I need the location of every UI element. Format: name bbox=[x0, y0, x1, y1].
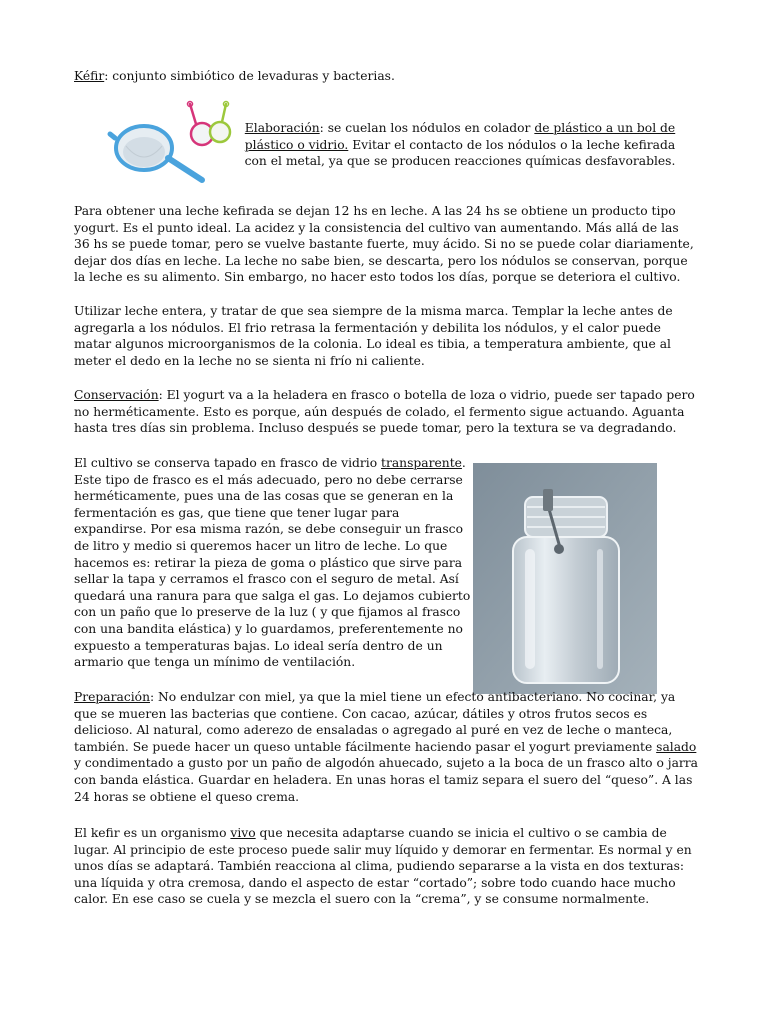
final-paragraph bbox=[74, 825, 696, 908]
cultivo-text2: . Este tipo de frasco es el más adecuado, pero no debe cerrarse herméticamente, pues una de las cosas que se generan en la fermentación es gas, que tiene que tener lugar para expandirse. Por esa misma razón, se debe conseguir un frasco de litro y medio si queremos hacer un litro de leche. Lo que hacemos es: retirar la pieza de goma o plástico que sirve para sellar la tapa y cerramos el frasco con el seguro de metal. Así quedará una ranura para que salga el gas. Lo dejamos cubierto con un paño que lo preserve de la luz ( y que fijamos al frasco con una bandita elástica) y lo guardamos, preferentemente no expuesto a temperaturas bajas. Lo ideal sería dentro de un armario que tenga un mínimo de ventilación. bbox=[74, 456, 471, 670]
final-underlined: vivo bbox=[230, 826, 256, 840]
jar-image bbox=[473, 463, 657, 694]
elaboracion-text1: : se cuelan los nódulos en colador bbox=[319, 121, 535, 135]
elaboracion-underlined: de plástico a un bol de plástico o vidrio. bbox=[244, 121, 676, 152]
preparacion-underlined: salado bbox=[656, 739, 697, 754]
title-line bbox=[74, 68, 696, 85]
cultivo-text1: El cultivo se conserva tapado en frasco de vidrio bbox=[74, 456, 382, 470]
preparacion-heading: Preparación bbox=[74, 690, 150, 704]
paragraph-leche-entera: Utilizar leche entera, y tratar de que sea siempre de la misma marca. Templar la leche antes de agregarla a los nódulos. El frio retrasa la fermentación y debilita los nódulos, y el calor puede matar algunos microorganismos de la colonia. Lo ideal es tibia, a temperatura ambiente, que al meter el dedo en la leche no se sienta ni frío ni caliente. bbox=[74, 304, 673, 368]
elaboracion-block bbox=[232, 120, 688, 170]
conservacion-paragraph bbox=[74, 387, 696, 437]
final-text2: que necesita adaptarse cuando se inicia el cultivo o se cambia de lugar. Al principio de este proceso puede salir muy líquido y demorar en fermentar. Es normal y en unos días se adaptará. También reacciona al clima, pudiendo separarse a la vista en dos texturas: una líquida y otra cremosa, dando el aspecto de estar “cortado”; sobre todo cuando hace mucho calor. En ese caso se cuela y se mezcla el suero con la “crema”, y se consume normalmente. bbox=[74, 826, 692, 907]
strainers-image bbox=[106, 98, 234, 194]
title-rest: : conjunto simbiótico de levaduras y bacterias. bbox=[104, 69, 395, 83]
conservacion-text: : El yogurt va a la heladera en frasco o botella de loza o vidrio, puede ser tapado pero no herméticamente. Esto es porque, aún después de colado, el fermento sigue actuando. Aguanta hasta tres días sin problema. Incluso después se puede tomar, pero la textura se va degradando. bbox=[74, 388, 695, 436]
cultivo-paragraph bbox=[74, 455, 472, 671]
preparacion-text2: y condimentado a gusto por un paño de algodón ahuecado, sujeto a la boca de un frasco alto o jarra con banda elástica. Guardar en heladera. En unas horas el tamiz separa el suero del “queso”. A las 24 horas se obtiene el queso crema. bbox=[74, 756, 699, 804]
cultivo-underlined: transparente bbox=[381, 456, 462, 470]
preparacion-text1: : No endulzar con miel, ya que la miel tiene un efecto antibacteriano. No cocinar, ya que se mueren las bacterias que contiene. Con cacao, azúcar, dátiles y otros frutos secos es delicioso. Al natural, como aderezo de ensaladas o agregado al puré en vez de leche o manteca, también. Se puede hacer un queso untable fácilmente haciendo pasar el yogurt previamente bbox=[74, 690, 676, 754]
conservacion-heading: Conservación bbox=[74, 388, 159, 402]
paragraph-kefirada: Para obtener una leche kefirada se dejan 12 hs en leche. A las 24 hs se obtiene un producto tipo yogurt. Es el punto ideal. La acidez y la consistencia del cultivo van aumentando. Más allá de las 36 hs se puede tomar, pero se vuelve bastante fuerte, muy ácido. Si no se puede colar diariamente, dejar dos días en leche. La leche no sabe bien, se descarta, pero los nódulos se conservan, porque la leche es su alimento. Sin embargo, no hacer esto todos los días, porque se deteriora el cultivo. bbox=[74, 204, 694, 285]
final-text1: El kefir es un organismo bbox=[74, 826, 231, 840]
elaboracion-heading: Elaboración bbox=[244, 121, 320, 135]
title-term: Kéfir bbox=[74, 69, 105, 83]
preparacion-paragraph bbox=[74, 689, 702, 805]
elaboracion-text2: Evitar el contacto de los nódulos o la leche kefirada con el metal, ya que se producen reacciones químicas desfavorables. bbox=[244, 137, 676, 169]
